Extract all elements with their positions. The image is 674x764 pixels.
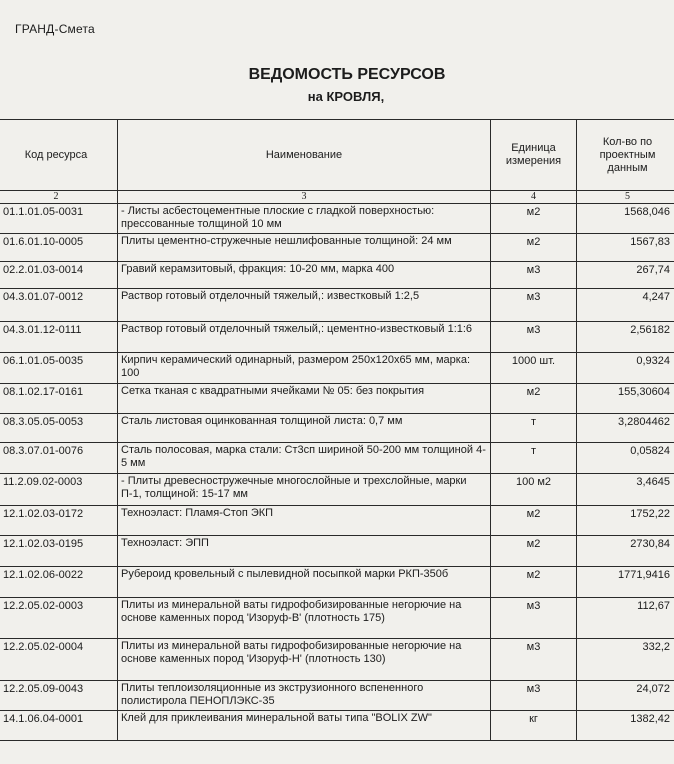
resource-code: 04.3.01.07-0012 [0, 289, 118, 322]
resource-unit: м2 [491, 204, 577, 234]
resource-name-cell [118, 384, 491, 414]
resource-quantity: 267,74 [577, 262, 674, 289]
resource-name: Раствор готовый отделочный тяжелый,: цементно-известковый 1:1:6 [121, 323, 473, 335]
resource-name-cell [118, 443, 491, 474]
table-row [0, 598, 674, 639]
table-row [0, 474, 674, 506]
resource-code: 08.1.02.17-0161 [0, 384, 118, 414]
resource-name: Гравий керамзитовый, фракция: 10-20 мм, марка 400 [121, 263, 395, 275]
resource-unit: м2 [491, 384, 577, 414]
resource-code: 14.1.06.04-0001 [0, 711, 118, 741]
resource-name: Раствор готовый отделочный тяжелый,: известковый 1:2,5 [121, 290, 420, 302]
resource-name-cell [118, 414, 491, 443]
table-row [0, 262, 674, 289]
resource-name: - Плиты древесностружечные многослойные и трехслойные, марки П-1, толщиной: 15-17 мм [121, 475, 467, 500]
resource-code: 12.2.05.09-0043 [0, 681, 118, 711]
resource-code: 08.3.05.05-0053 [0, 414, 118, 443]
resource-unit: м3 [491, 322, 577, 353]
document-subtitle: на КРОВЛЯ, [307, 89, 385, 104]
resource-code: 02.2.01.03-0014 [0, 262, 118, 289]
table-row [0, 384, 674, 414]
resource-quantity: 3,4645 [577, 474, 674, 506]
resource-name-cell [118, 322, 491, 353]
table-header-row [0, 120, 674, 191]
resource-unit: м2 [491, 506, 577, 536]
resource-name: Техноэласт: Пламя-Стоп ЭКП [121, 507, 274, 519]
resource-name-cell [118, 506, 491, 536]
resource-quantity: 1567,83 [577, 234, 674, 262]
resource-name-cell [118, 639, 491, 681]
resource-name-cell [118, 474, 491, 506]
resource-unit: т [491, 443, 577, 474]
resource-unit: м2 [491, 234, 577, 262]
column-numbers-row [0, 191, 674, 204]
table-row [0, 289, 674, 322]
resource-name: - Листы асбестоцементные плоские с гладкой поверхностью: прессованные толщиной 10 мм [121, 205, 435, 230]
resource-name: Клей для приклеивания минеральной ваты типа "BOLIX ZW" [121, 712, 432, 724]
resource-code: 12.1.02.03-0195 [0, 536, 118, 567]
document-title: ВЕДОМОСТЬ РЕСУРСОВ [248, 66, 446, 83]
resource-code: 11.2.09.02-0003 [0, 474, 118, 506]
column-number: 3 [118, 191, 491, 204]
resource-quantity: 2730,84 [577, 536, 674, 567]
resource-unit: м3 [491, 681, 577, 711]
resource-unit: м3 [491, 289, 577, 322]
resource-name-cell [118, 204, 491, 234]
table-row [0, 506, 674, 536]
resource-quantity: 0,05824 [577, 443, 674, 474]
table-row [0, 322, 674, 353]
resource-name-cell [118, 234, 491, 262]
header-unit: Единица измерения [491, 120, 577, 191]
resource-quantity: 0,9324 [577, 353, 674, 384]
resource-unit: м2 [491, 536, 577, 567]
resource-name-cell [118, 681, 491, 711]
resource-quantity: 1382,42 [577, 711, 674, 741]
resource-name-cell [118, 711, 491, 741]
resource-name: Сталь полосовая, марка стали: Ст3сп шириной 50-200 мм толщиной 4-5 мм [121, 444, 486, 469]
header-name: Наименование [118, 120, 491, 191]
resource-code: 04.3.01.12-0111 [0, 322, 118, 353]
resource-name: Техноэласт: ЭПП [121, 537, 209, 549]
header-qty: Кол-во по проектным данным [577, 120, 674, 191]
table-row [0, 443, 674, 474]
resource-name: Плиты теплоизоляционные из экструзионного вспененного полистирола ПЕНОПЛЭКС-35 [121, 682, 424, 707]
resource-code: 08.3.07.01-0076 [0, 443, 118, 474]
resource-quantity: 2,56182 [577, 322, 674, 353]
resource-code: 06.1.01.05-0035 [0, 353, 118, 384]
table-row [0, 414, 674, 443]
header-code: Код ресурса [0, 120, 118, 191]
resource-quantity: 1752,22 [577, 506, 674, 536]
resource-name: Кирпич керамический одинарный, размером 250х120х65 мм, марка: 100 [121, 354, 470, 379]
resource-code: 12.2.05.02-0004 [0, 639, 118, 681]
resource-unit: т [491, 414, 577, 443]
table-row [0, 639, 674, 681]
table-row [0, 353, 674, 384]
resource-code: 12.1.02.06-0022 [0, 567, 118, 598]
resource-code: 12.1.02.03-0172 [0, 506, 118, 536]
resource-name-cell [118, 536, 491, 567]
resource-quantity: 112,67 [577, 598, 674, 639]
resource-name: Плиты из минеральной ваты гидрофобизированные негорючие на основе каменных пород 'Изоруф-В' (плотность 175) [121, 599, 462, 624]
table-row [0, 681, 674, 711]
resource-quantity: 332,2 [577, 639, 674, 681]
resource-name: Сетка тканая с квадратными ячейками № 05: без покрытия [121, 385, 425, 397]
column-number: 2 [0, 191, 118, 204]
resource-name-cell [118, 262, 491, 289]
resource-unit: 100 м2 [491, 474, 577, 506]
table-row [0, 536, 674, 567]
app-name: ГРАНД-Смета [15, 22, 95, 36]
resource-unit: м3 [491, 639, 577, 681]
column-number: 5 [577, 191, 674, 204]
resource-name: Плиты из минеральной ваты гидрофобизированные негорючие на основе каменных пород 'Изоруф-Н' (плотность 130) [121, 640, 462, 665]
resource-unit: м2 [491, 567, 577, 598]
resource-name-cell [118, 598, 491, 639]
resource-unit: м3 [491, 262, 577, 289]
resource-code: 01.1.01.05-0031 [0, 204, 118, 234]
resource-quantity: 24,072 [577, 681, 674, 711]
resource-code: 01.6.01.10-0005 [0, 234, 118, 262]
table-row [0, 234, 674, 262]
resource-name-cell [118, 567, 491, 598]
resource-unit: кг [491, 711, 577, 741]
resource-quantity: 4,247 [577, 289, 674, 322]
resource-unit: 1000 шт. [491, 353, 577, 384]
resource-unit: м3 [491, 598, 577, 639]
resource-name: Плиты цементно-стружечные нешлифованные толщиной: 24 мм [121, 235, 452, 247]
table-row [0, 567, 674, 598]
resource-quantity: 3,2804462 [577, 414, 674, 443]
resource-name: Сталь листовая оцинкованная толщиной листа: 0,7 мм [121, 415, 403, 427]
table-row [0, 204, 674, 234]
resource-code: 12.2.05.02-0003 [0, 598, 118, 639]
resource-name-cell [118, 289, 491, 322]
resource-name-cell [118, 353, 491, 384]
resource-name: Рубероид кровельный с пылевидной посыпкой марки РКП-350б [121, 568, 449, 580]
resource-quantity: 1771,9416 [577, 567, 674, 598]
resource-quantity: 1568,046 [577, 204, 674, 234]
table-row [0, 711, 674, 741]
column-number: 4 [491, 191, 577, 204]
resource-quantity: 155,30604 [577, 384, 674, 414]
resources-table [0, 119, 674, 741]
